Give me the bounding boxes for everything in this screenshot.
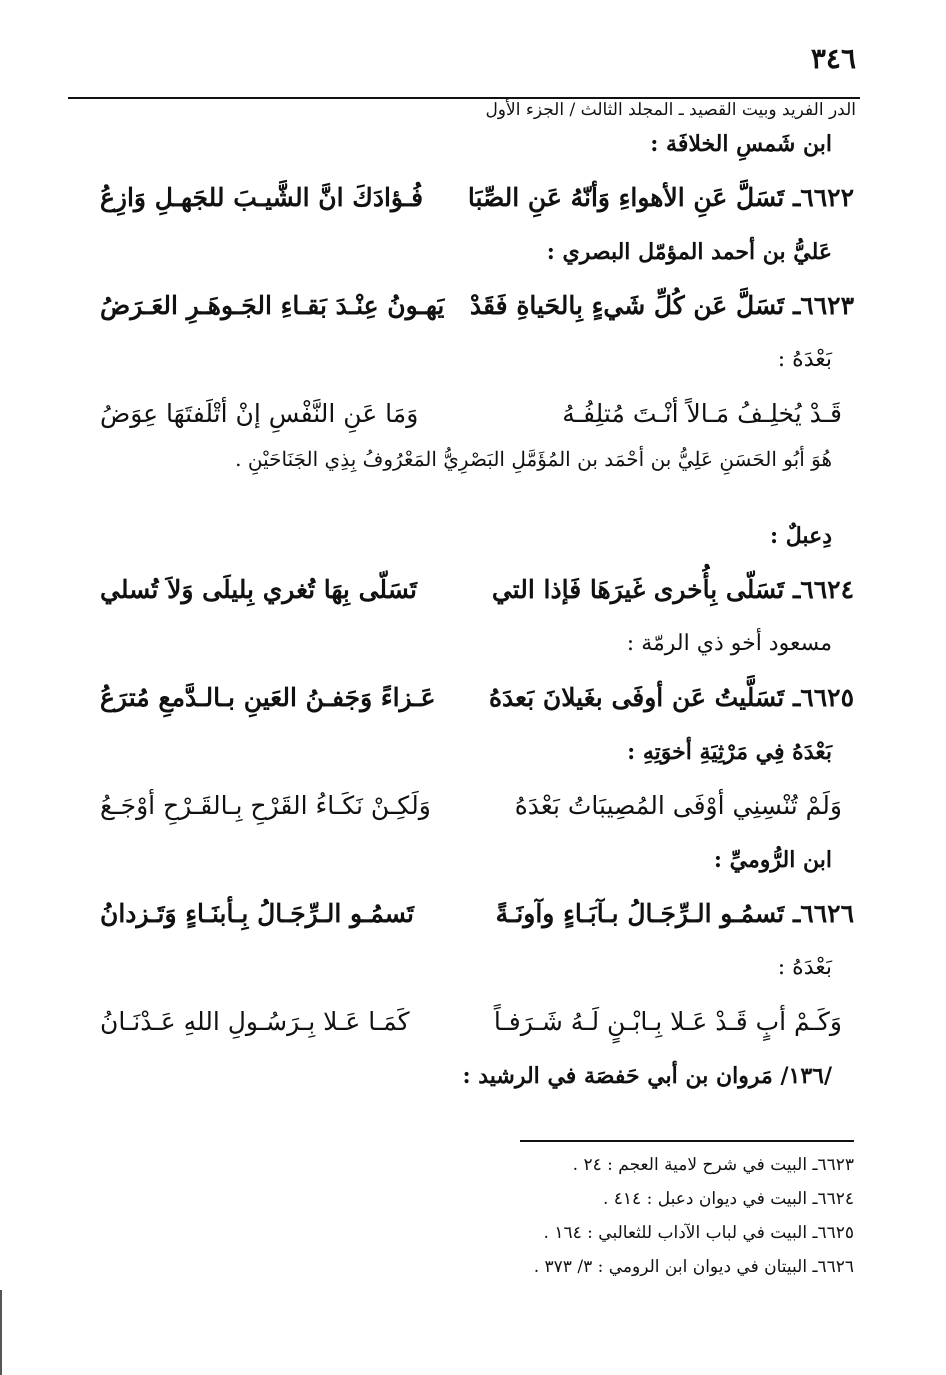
page-number: ٣٤٦ <box>810 42 856 75</box>
second-hemistich: عَـزاءً وَجَفـنُ العَينِ بـالـدَّمعِ مُترَعُ <box>100 683 436 712</box>
continuation-label: بَعْدَهُ : <box>777 347 832 372</box>
poet-attribution: دِعبلٌ : <box>769 523 832 549</box>
poet-attribution: ابن شَمسِ الخلافَة : <box>650 131 832 157</box>
footnote: ٦٦٢٤ـ البيت في ديوان دعبل : ٤١٤ . <box>602 1189 854 1209</box>
second-hemistich: كَمَـا عَـلا بِـرَسُـولِ اللهِ عَـدْنَـانُ <box>100 1007 410 1036</box>
first-hemistich: ٦٦٢٣ـ تَسَلَّ عَن كُلِّ شَيءٍ بِالحَياةِ فَقَدْ <box>469 291 854 320</box>
first-hemistich: ٦٦٢٢ـ تَسَلَّ عَنِ الأهواءِ وَأنّهُ عَنِ الصِّبَا <box>467 183 854 212</box>
verse-6625 <box>100 670 854 726</box>
first-hemistich: قَـدْ يُخلِـفُ مَـالاً أنْـتَ مُتلِفُـهُ <box>562 399 842 428</box>
continuation-label: بَعْدَهُ : <box>777 955 832 980</box>
poet-attribution: عَليُّ بن أحمد المؤمّل البصري : <box>546 239 832 265</box>
verse-6623 <box>100 278 854 334</box>
header-rule <box>68 97 860 99</box>
second-hemistich: وَمَا عَنِ النَّفْسِ إنْ أتْلَفتَهَا عِوَضُ <box>100 399 419 428</box>
second-hemistich: تَسَلّى بِهَا تُغري بِليلَى وَلاَ تُسلي <box>100 575 417 604</box>
verse-continuation <box>100 386 854 442</box>
verse-6622 <box>100 170 854 226</box>
first-hemistich: ٦٦٢٥ـ تَسَلَّيتُ عَن أوفَى بغَيلانَ بَعدَهُ <box>488 683 854 712</box>
running-title: الدر الفريد وبيت القصيد ـ المجلد الثالث / الجزء الأول <box>485 100 856 120</box>
second-hemistich: وَلَكِـنْ نَكَـاءُ القَرْحِ بِـالقَـرْحِ أوْجَـعُ <box>100 791 431 820</box>
footnote-rule <box>520 1140 854 1142</box>
verse-6624 <box>100 562 854 618</box>
footnote: ٦٦٢٣ـ البيت في شرح لامية العجم : ٢٤ . <box>572 1155 854 1175</box>
poet-note: هُوَ أبُو الحَسَنِ عَلِيُّ بن أحْمَد بن المُؤَمَّلِ البَصْرِيُّ المَعْرُوفُ بِذِي الجَنَاحَيْنِ . <box>235 447 832 471</box>
verse-continuation <box>100 994 854 1050</box>
footnote: ٦٦٢٦ـ البيتان في ديوان ابن الرومي : ٣/ ٣٧٣ . <box>533 1257 854 1277</box>
first-hemistich: ٦٦٢٤ـ تَسَلّى بِأُخرى غَيرَهَا فَإذا التي <box>491 575 854 604</box>
continuation-label: بَعْدَهُ فِي مَرْثِيَةِ أخوَتِهِ : <box>627 739 832 765</box>
second-hemistich: فُـؤادَكَ انَّ الشَّيـبَ للجَهـلِ وَازِعُ <box>100 183 424 212</box>
first-hemistich: ٦٦٢٦ـ تَسمُـو الـرِّجَـالُ بـآبَـاءٍ وآونَـةً <box>495 899 854 928</box>
first-hemistich: وَكَـمْ أبٍ قَـدْ عَـلا بِـابْـنٍ لَـهُ شَـرَفـاً <box>493 1007 842 1036</box>
verse-6626 <box>100 886 854 942</box>
poet-attribution: ابن الرُّوميِّ : <box>713 847 832 873</box>
footnotes <box>300 1148 854 1284</box>
second-hemistich: يَهـونُ عِنْـدَ بَقـاءِ الجَـوهَـرِ العَـرَضُ <box>100 291 445 320</box>
poet-attribution: /١٣٦/ مَروان بن أبي حَفصَة في الرشيد : <box>462 1063 832 1089</box>
scan-edge-mark <box>0 1290 2 1375</box>
main-text <box>100 118 854 1102</box>
verse-continuation <box>100 778 854 834</box>
first-hemistich: وَلَمْ تُنْسِنِي أوْفَى المُصِيبَاتُ بَعْدَهُ <box>514 791 842 820</box>
second-hemistich: تَسمُـو الـرِّجَـالُ بِـأبنَـاءٍ وَتَـزدانُ <box>100 899 414 928</box>
footnote: ٦٦٢٥ـ البيت في لباب الآداب للثعالبي : ١٦٤ . <box>543 1223 854 1243</box>
page-header <box>68 40 860 120</box>
poet-attribution: مسعود أخو ذي الرمّة : <box>626 631 832 656</box>
